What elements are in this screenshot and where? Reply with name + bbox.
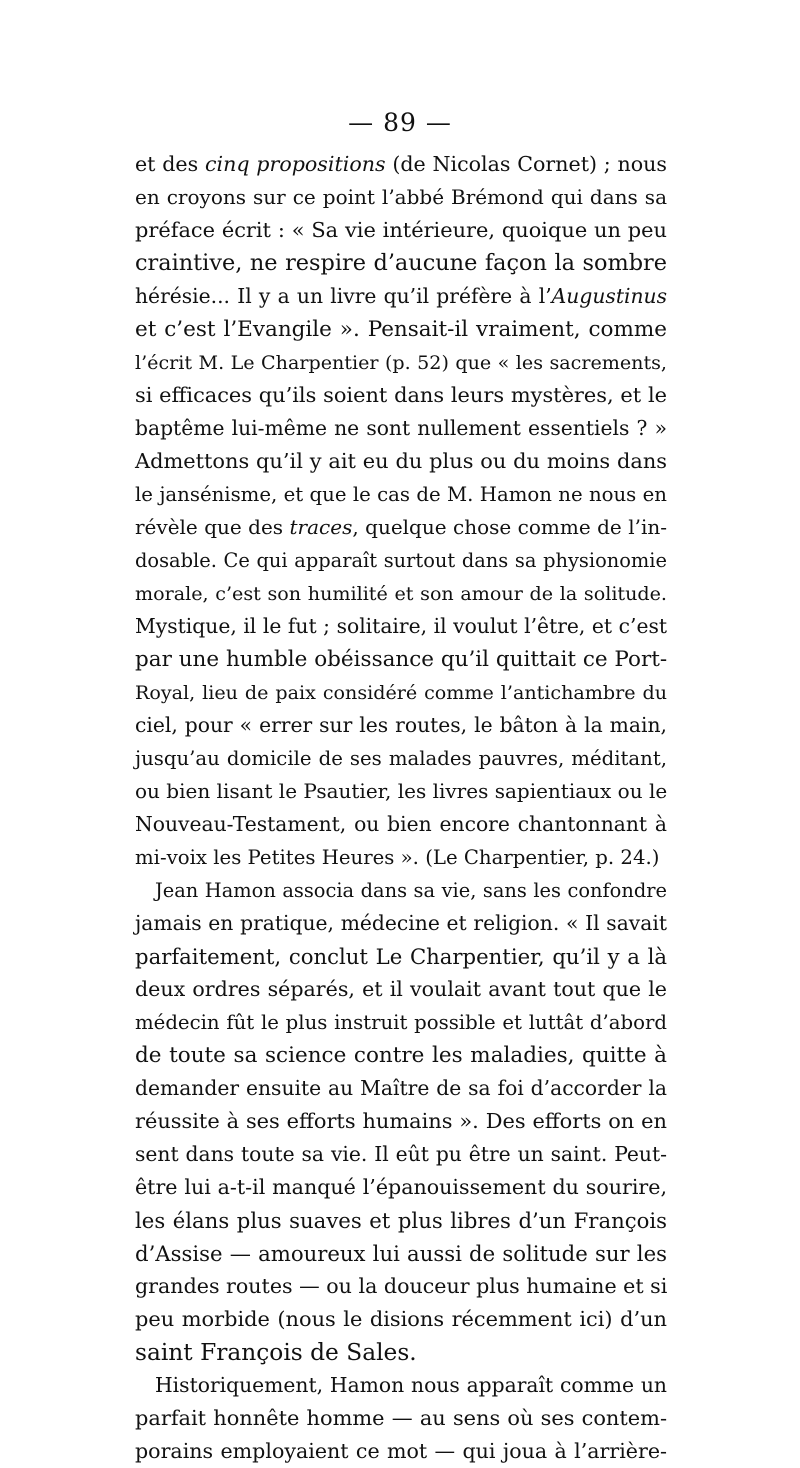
text-segment: être lui a-t-il manqué l’épanouissement du sourire, [135, 1175, 667, 1199]
text-segment: l’écrit M. Le Charpentier (p. 52) que « les sacrements, [135, 351, 667, 374]
text-segment: porains employaient ce mot — qui joua à l’arrière- [135, 1439, 667, 1463]
text-segment: révèle que des [135, 515, 290, 539]
text-segment: d’Assise — amoureux lui aussi de solitude sur les [135, 1241, 667, 1266]
text-segment: Mystique, il le fut ; solitaire, il voulut l’être, et c’est [135, 614, 667, 638]
text-line [135, 808, 667, 841]
text-line [135, 874, 667, 907]
text-line [135, 775, 667, 808]
italic-text: Augustinus [551, 284, 667, 308]
text-segment: mi-voix les Petites Heures ». (Le Charpentier, p. 24.) [135, 846, 660, 869]
text-segment: Jean Hamon associa dans sa vie, sans les confondre [155, 879, 667, 902]
text-line [135, 412, 667, 445]
italic-text: traces [289, 515, 353, 539]
text-segment: Royal, lieu de paix considéré comme l’antichambre du [135, 681, 667, 704]
text-line [135, 478, 667, 511]
text-line [135, 1072, 667, 1105]
text-segment: Nouveau-Testament, ou bien encore chantonnant à [135, 812, 667, 836]
text-line [135, 973, 667, 1006]
text-line [135, 940, 667, 973]
text-segment: si efficaces qu’ils soient dans leurs mystères, et le [135, 383, 667, 407]
text-segment: dosable. Ce qui apparaît surtout dans sa physionomie [135, 549, 667, 572]
text-line [135, 214, 667, 247]
text-line [135, 1138, 667, 1171]
text-line [135, 1435, 667, 1468]
text-segment: saint François de Sales. [135, 1339, 417, 1366]
text-segment: médecin fût le plus instruit possible et luttât d’abord [135, 1011, 667, 1034]
text-line [135, 313, 667, 346]
text-segment: jamais en pratique, médecine et religion. « Il savait [135, 911, 667, 935]
text-segment: morale, c’est son humilité et son amour de la solitude. [135, 582, 667, 605]
text-line [135, 1369, 667, 1402]
text-segment: parfaitement, conclut Le Charpentier, qu’il y a là [135, 944, 667, 969]
text-segment: baptême lui-même ne sont nullement essentiels ? » [135, 416, 667, 440]
text-line [135, 676, 667, 709]
text-segment: jusqu’au domicile de ses malades pauvres, méditant, [135, 747, 667, 770]
text-line [135, 1402, 667, 1435]
text-line [135, 544, 667, 577]
text-line [135, 346, 667, 379]
text-line [135, 379, 667, 412]
text-segment: demander ensuite au Maître de sa foi d’accorder la [135, 1076, 667, 1100]
text-line [135, 610, 667, 643]
text-line [135, 280, 667, 313]
text-line [135, 1204, 667, 1237]
text-segment: les élans plus suaves et plus libres d’un François [135, 1208, 667, 1233]
text-line [135, 643, 667, 676]
page-number: — 89 — [348, 108, 452, 137]
text-line [135, 907, 667, 940]
text-line [135, 148, 667, 181]
text-line [135, 742, 667, 775]
text-line [135, 1303, 667, 1336]
text-line [135, 841, 667, 874]
text-segment: par une humble obéissance qu’il quittait ce Port- [135, 647, 668, 672]
text-segment: le jansénisme, et que le cas de M. Hamon ne nous en [135, 483, 667, 506]
text-segment: sent dans toute sa vie. Il eût pu être un saint. Peut- [135, 1142, 667, 1166]
text-segment: et c’est l’Evangile ». Pensait-il vraiment, comme [135, 317, 667, 342]
text-line [135, 1270, 667, 1303]
text-segment: ou bien lisant le Psautier, les livres sapientiaux ou le [135, 779, 668, 803]
italic-text: cinq propositions [204, 152, 386, 176]
text-line [135, 709, 667, 742]
text-segment: de toute sa science contre les maladies, quitte à [135, 1043, 667, 1068]
text-segment: peu morbide (nous le disions récemment ici) d’un [135, 1307, 667, 1331]
text-segment: grandes routes — ou la douceur plus humaine et si [135, 1274, 668, 1298]
text-segment: deux ordres séparés, et il voulait avant tout que le [135, 977, 667, 1001]
text-line [135, 577, 667, 610]
text-segment: hérésie... Il y a un livre qu’il préfère à l’ [135, 284, 552, 308]
text-line [135, 1105, 667, 1138]
text-line [135, 1039, 667, 1072]
text-line [135, 181, 667, 214]
text-segment: , quelque chose comme de l’in- [352, 515, 667, 539]
text-segment: préface écrit : « Sa vie intérieure, quoique un peu [135, 218, 667, 242]
text-segment: ciel, pour « errer sur les routes, le bâton à la main, [135, 713, 667, 737]
text-line [135, 445, 667, 478]
text-segment: (de Nicolas Cornet) ; nous [385, 152, 667, 176]
body-text [135, 148, 667, 1468]
text-segment: réussite à ses efforts humains ». Des efforts on en [135, 1109, 667, 1133]
text-line [135, 511, 667, 544]
text-segment: parfait honnête homme — au sens où ses contem- [135, 1406, 667, 1430]
text-line [135, 247, 667, 280]
text-line [135, 1336, 667, 1369]
text-line [135, 1171, 667, 1204]
text-line [135, 1237, 667, 1270]
text-segment: Historiquement, Hamon nous apparaît comme un [155, 1373, 667, 1397]
text-line [135, 1006, 667, 1039]
text-segment: et des [135, 152, 205, 176]
text-segment: Admettons qu’il y ait eu du plus ou du moins dans [135, 449, 667, 473]
text-segment: craintive, ne respire d’aucune façon la sombre [135, 250, 667, 276]
text-segment: en croyons sur ce point l’abbé Brémond qui dans sa [135, 185, 667, 209]
